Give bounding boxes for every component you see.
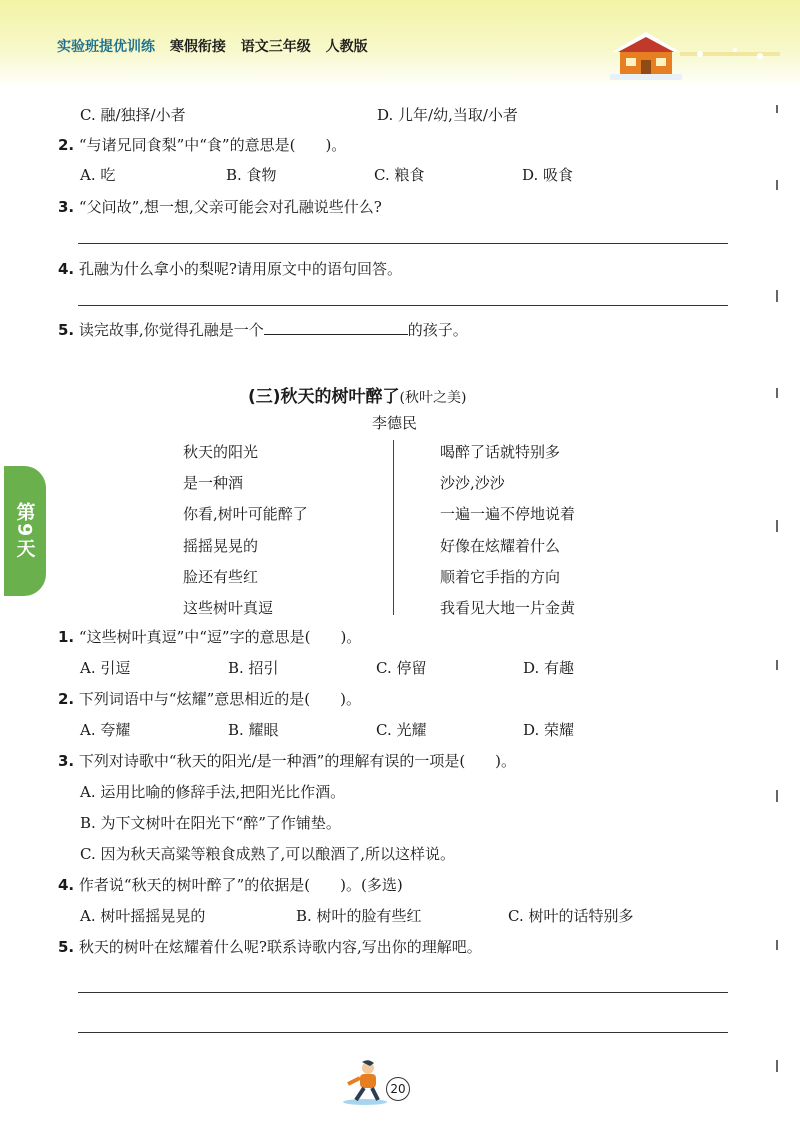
s1-q2-option-d: D. 吸食 (522, 166, 574, 184)
s2-q1-option-d: D. 有趣 (523, 659, 575, 677)
s2-q2-option-b: B. 耀眼 (228, 721, 279, 739)
poem-author: 李德民 (372, 414, 418, 432)
s2-q2-option-a: A. 夸耀 (80, 721, 131, 739)
poem-divider (393, 440, 394, 615)
s1-q2-option-b: B. 食物 (226, 166, 277, 184)
question-number: 4. (58, 876, 75, 894)
header-part-3: 人教版 (325, 39, 368, 55)
fill-blank[interactable] (264, 320, 408, 335)
edge-mark (776, 660, 778, 670)
question-number: 2. (58, 690, 75, 708)
poem-left-line-5: 脸还有些红 (183, 568, 259, 586)
skater-illustration-icon (340, 1058, 390, 1106)
question-text: 秋天的树叶在炫耀着什么呢?联系诗歌内容,写出你的理解吧。 (78, 938, 482, 956)
snowflake-deco-icon (680, 40, 780, 70)
poem-right-line-2: 沙沙,沙沙 (440, 474, 505, 492)
s1-question-2 (58, 134, 346, 155)
edge-mark (776, 1060, 778, 1072)
s2-question-3 (58, 750, 516, 771)
question-number: 3. (58, 198, 75, 216)
s2-question-5 (58, 936, 482, 957)
s2-q4-option-c: C. 树叶的话特别多 (508, 907, 634, 925)
poem-title (248, 382, 466, 407)
poem-left-line-2: 是一种酒 (183, 474, 244, 492)
edge-mark (776, 790, 778, 802)
s1-question-3 (58, 196, 382, 217)
question-text: 下列对诗歌中“秋天的阳光/是一种酒”的理解有误的一项是( )。 (78, 752, 517, 770)
question-text: 作者说“秋天的树叶醉了”的依据是( )。(多选) (78, 876, 403, 894)
edge-mark (776, 105, 778, 113)
answer-line[interactable] (78, 1032, 728, 1033)
poem-left-line-3: 你看,树叶可能醉了 (183, 505, 308, 523)
edge-mark (776, 290, 778, 302)
edge-mark (776, 180, 778, 190)
s2-q1-option-b: B. 招引 (228, 659, 279, 677)
s2-q4-option-b: B. 树叶的脸有些红 (296, 907, 422, 925)
s2-q1-option-c: C. 停留 (376, 659, 427, 677)
poem-left-line-1: 秋天的阳光 (183, 443, 259, 461)
s2-q3-option-c: C. 因为秋天高粱等粮食成熟了,可以酿酒了,所以这样说。 (80, 845, 456, 863)
answer-line[interactable] (78, 305, 728, 306)
page-number: 20 (386, 1077, 410, 1101)
s2-q3-option-b: B. 为下文树叶在阳光下“醉”了作铺垫。 (80, 814, 341, 832)
header-part-1: 寒假衔接 (169, 39, 226, 55)
poem-right-line-4: 好像在炫耀着什么 (440, 537, 561, 555)
question-number: 2. (58, 136, 75, 154)
s1-question-5 (58, 319, 468, 340)
poem-subtitle: (秋叶之美) (399, 390, 467, 406)
s2-q2-option-c: C. 光耀 (376, 721, 427, 739)
s2-q1-option-a: A. 引逗 (80, 659, 131, 677)
poem-right-line-6: 我看见大地一片金黄 (440, 599, 576, 617)
question-number: 3. (58, 752, 75, 770)
answer-line[interactable] (78, 243, 728, 244)
poem-title-text: (三)秋天的树叶醉了 (248, 387, 400, 407)
s2-question-4 (58, 874, 403, 895)
s1-question-4 (58, 258, 402, 279)
answer-line[interactable] (78, 992, 728, 993)
header-title (57, 36, 368, 56)
s2-q2-option-d: D. 荣耀 (523, 721, 575, 739)
s2-q3-option-a: A. 运用比喻的修辞手法,把阳光比作酒。 (80, 783, 346, 801)
question-text: 孔融为什么拿小的梨呢?请用原文中的语句回答。 (78, 260, 402, 278)
day-tab-label: 第9天 (13, 502, 36, 560)
question-text-after: 的孩子。 (407, 321, 468, 339)
edge-mark (776, 388, 778, 398)
question-text: “与诸兄同食梨”中“食”的意思是( )。 (78, 136, 347, 154)
poem-right-line-3: 一遍一遍不停地说着 (440, 505, 576, 523)
question-number: 4. (58, 260, 75, 278)
question-text-before: 读完故事,你觉得孔融是一个 (78, 321, 264, 339)
poem-left-line-6: 这些树叶真逗 (183, 599, 274, 617)
s2-question-1 (58, 626, 361, 647)
header-part-2: 语文三年级 (240, 39, 311, 55)
question-number: 5. (58, 938, 75, 956)
poem-right-line-5: 顺着它手指的方向 (440, 568, 561, 586)
poem-right-line-1: 喝醉了话就特别多 (440, 443, 561, 461)
question-text: “父问故”,想一想,父亲可能会对孔融说些什么? (78, 198, 382, 216)
header-brand: 实验班提优训练 (57, 39, 155, 55)
edge-mark (776, 520, 778, 532)
question-number: 1. (58, 628, 75, 646)
question-text: “这些树叶真逗”中“逗”字的意思是( )。 (78, 628, 362, 646)
s1-q2-option-c: C. 粮食 (374, 166, 425, 184)
poem-left-line-4: 摇摇晃晃的 (183, 537, 259, 555)
s2-question-2 (58, 688, 361, 709)
prev-option-d: D. 儿年/幼,当取/小者 (377, 106, 518, 124)
edge-mark (776, 940, 778, 950)
prev-option-c: C. 融/独择/小者 (80, 106, 186, 124)
house-illustration-icon (610, 30, 682, 80)
question-text: 下列词语中与“炫耀”意思相近的是( )。 (78, 690, 361, 708)
question-number: 5. (58, 321, 75, 339)
s1-q2-option-a: A. 吃 (80, 166, 116, 184)
day-tab (4, 466, 46, 596)
s2-q4-option-a: A. 树叶摇摇晃晃的 (80, 907, 206, 925)
